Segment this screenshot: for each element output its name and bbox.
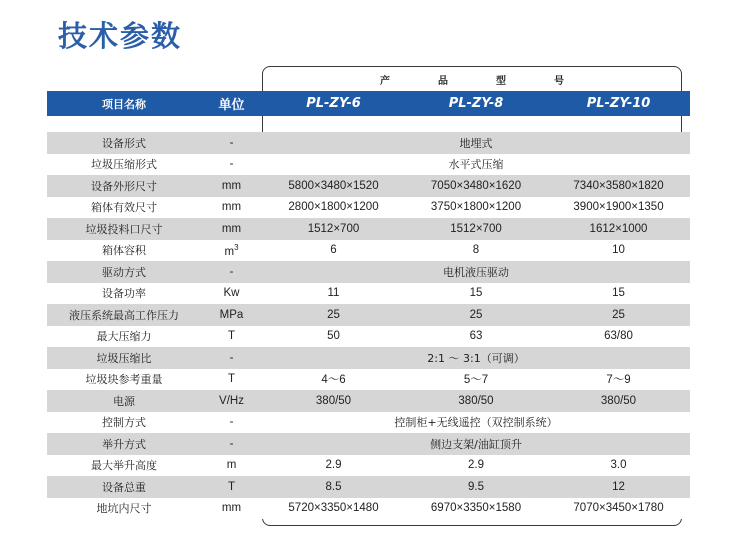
header-model-2: PL-ZY-8 <box>448 96 504 111</box>
row-value-model-3: 3.0 <box>610 459 627 472</box>
row-value-model-2: 8 <box>472 244 480 257</box>
model-caption-char: 型 <box>496 75 506 87</box>
row-value-model-2: 6970×3350×1580 <box>430 502 522 515</box>
model-caption <box>262 69 682 89</box>
row-unit-text: - <box>229 265 234 278</box>
table-row <box>47 326 690 348</box>
row-value-model-1: 5800×3480×1520 <box>288 179 379 192</box>
row-unit <box>201 243 262 258</box>
row-value-model-1: 4～6 <box>321 374 346 387</box>
row-name: 设备外形尺寸 <box>91 179 157 193</box>
row-shared-value: 2:1 ～ 3:1（可调） <box>427 351 525 365</box>
row-shared-value: 侧边支架/油缸顶升 <box>430 437 522 451</box>
row-unit <box>201 223 262 235</box>
row-name: 驱动方式 <box>102 265 146 279</box>
table-row <box>47 218 690 240</box>
row-unit-text: mm <box>221 222 242 235</box>
row-value-model-3: 63/80 <box>604 330 633 343</box>
table-row <box>47 476 690 498</box>
row-unit <box>201 502 262 514</box>
row-shared-value: 水平式压缩 <box>448 158 504 172</box>
row-unit <box>201 201 262 213</box>
row-name: 垃圾块参考重量 <box>85 373 163 387</box>
row-unit <box>201 395 262 407</box>
row-value-model-2: 2.9 <box>468 459 484 472</box>
model-caption-char: 产 <box>380 75 390 87</box>
row-value-model-2: 9.5 <box>468 480 484 493</box>
table-row <box>47 369 690 391</box>
model-caption-char: 号 <box>554 75 564 87</box>
row-shared-value: 电机液压驱动 <box>443 265 509 279</box>
row-shared-value: 控制柜+无线遥控（双控制系统） <box>394 416 558 430</box>
table-row <box>47 240 690 262</box>
row-value-model-1: 1512×700 <box>307 222 360 235</box>
row-unit-text: mm <box>221 502 242 515</box>
row-value-model-1: 380/50 <box>315 394 352 407</box>
row-value-model-3: 12 <box>612 480 625 493</box>
row-value-model-3: 7～9 <box>606 374 631 387</box>
row-value-model-2: 63 <box>469 330 483 343</box>
row-name: 控制方式 <box>102 416 146 430</box>
row-value-model-1: 11 <box>327 287 340 300</box>
row-unit <box>201 287 262 299</box>
row-name: 垃圾压缩形式 <box>91 158 157 172</box>
row-name: 垃圾投料口尺寸 <box>85 222 163 236</box>
row-value-model-2: 15 <box>469 287 483 300</box>
row-unit <box>201 459 262 471</box>
row-unit <box>201 180 262 192</box>
page-title: 技术参数 <box>58 19 183 53</box>
row-unit <box>201 158 262 170</box>
row-value-model-1: 25 <box>327 308 340 321</box>
row-unit-text: - <box>229 136 234 149</box>
row-value-model-3: 25 <box>612 308 625 321</box>
row-value-model-2: 7050×3480×1620 <box>430 179 522 192</box>
table-row <box>47 283 690 305</box>
row-name: 举升方式 <box>102 437 146 451</box>
row-unit <box>201 481 262 493</box>
row-name: 液压系统最高工作压力 <box>69 308 179 322</box>
table-row <box>47 304 690 326</box>
row-name: 设备总重 <box>102 480 146 494</box>
row-name: 垃圾压缩比 <box>96 351 152 365</box>
row-value-model-2: 1512×700 <box>450 222 502 235</box>
table-row <box>47 498 690 520</box>
row-value-model-1: 5720×3350×1480 <box>288 502 379 515</box>
table-row <box>47 132 690 154</box>
table-header <box>47 91 690 116</box>
row-unit-text: m <box>226 459 237 472</box>
row-unit-text: - <box>229 158 234 171</box>
row-unit-text: mm <box>221 179 242 192</box>
row-value-model-1: 8.5 <box>325 480 342 493</box>
row-unit-text: - <box>229 416 234 429</box>
row-name: 箱体容积 <box>102 244 146 258</box>
row-value-model-1: 50 <box>327 330 340 343</box>
row-unit <box>201 373 262 385</box>
table-row <box>47 175 690 197</box>
table-row <box>47 154 690 176</box>
row-unit-text: - <box>229 351 234 364</box>
row-unit <box>201 330 262 342</box>
row-name: 设备功率 <box>102 287 146 301</box>
row-value-model-2: 380/50 <box>458 394 494 407</box>
row-unit-text: - <box>229 437 234 450</box>
row-value-model-3: 7340×3580×1820 <box>573 179 664 192</box>
row-unit-text: Kw <box>223 287 240 300</box>
table-row <box>47 433 690 455</box>
row-value-model-3: 7070×3450×1780 <box>573 502 664 515</box>
row-name: 设备形式 <box>102 136 146 150</box>
row-name: 最大压缩力 <box>96 330 152 344</box>
row-unit <box>201 266 262 278</box>
header-model-3: PL-ZY-10 <box>586 96 651 111</box>
row-value-model-1: 2.9 <box>325 459 342 472</box>
row-unit <box>201 137 262 149</box>
row-name: 电源 <box>113 394 135 408</box>
row-name: 最大举升高度 <box>91 459 157 473</box>
table-row <box>47 197 690 219</box>
spec-table <box>47 132 690 519</box>
row-unit <box>201 438 262 450</box>
row-unit-text: T <box>227 373 236 386</box>
row-unit-text: m <box>224 245 235 258</box>
row-value-model-2: 3750×1800×1200 <box>430 201 522 214</box>
table-row <box>47 455 690 477</box>
row-value-model-2: 25 <box>469 308 483 321</box>
row-unit-superscript: 3 <box>234 242 239 252</box>
row-value-model-3: 15 <box>612 287 625 300</box>
row-unit-text: T <box>227 480 236 493</box>
table-row <box>47 347 690 369</box>
row-value-model-2: 5～7 <box>463 374 489 387</box>
row-value-model-1: 6 <box>330 244 337 257</box>
row-value-model-1: 2800×1800×1200 <box>288 201 379 214</box>
model-caption-char: 品 <box>438 75 448 87</box>
row-name: 箱体有效尺寸 <box>91 201 157 215</box>
table-row <box>47 390 690 412</box>
header-model-1: PL-ZY-6 <box>306 96 361 111</box>
table-row <box>47 412 690 434</box>
row-value-model-3: 380/50 <box>600 394 637 407</box>
row-value-model-3: 10 <box>612 244 625 257</box>
row-unit-text: MPa <box>219 308 244 321</box>
row-unit-text: mm <box>221 201 242 214</box>
row-shared-value: 地埋式 <box>459 136 493 150</box>
row-value-model-3: 3900×1900×1350 <box>573 201 664 214</box>
header-unit: 单位 <box>218 98 245 113</box>
header-name: 项目名称 <box>102 97 146 111</box>
row-value-model-3: 1612×1000 <box>589 222 648 235</box>
row-unit <box>201 352 262 364</box>
table-row <box>47 261 690 283</box>
row-unit-text: T <box>227 330 236 343</box>
row-unit-text: V/Hz <box>219 394 244 407</box>
row-name: 地坑内尺寸 <box>96 502 152 516</box>
row-unit <box>201 416 262 428</box>
row-unit <box>201 309 262 321</box>
